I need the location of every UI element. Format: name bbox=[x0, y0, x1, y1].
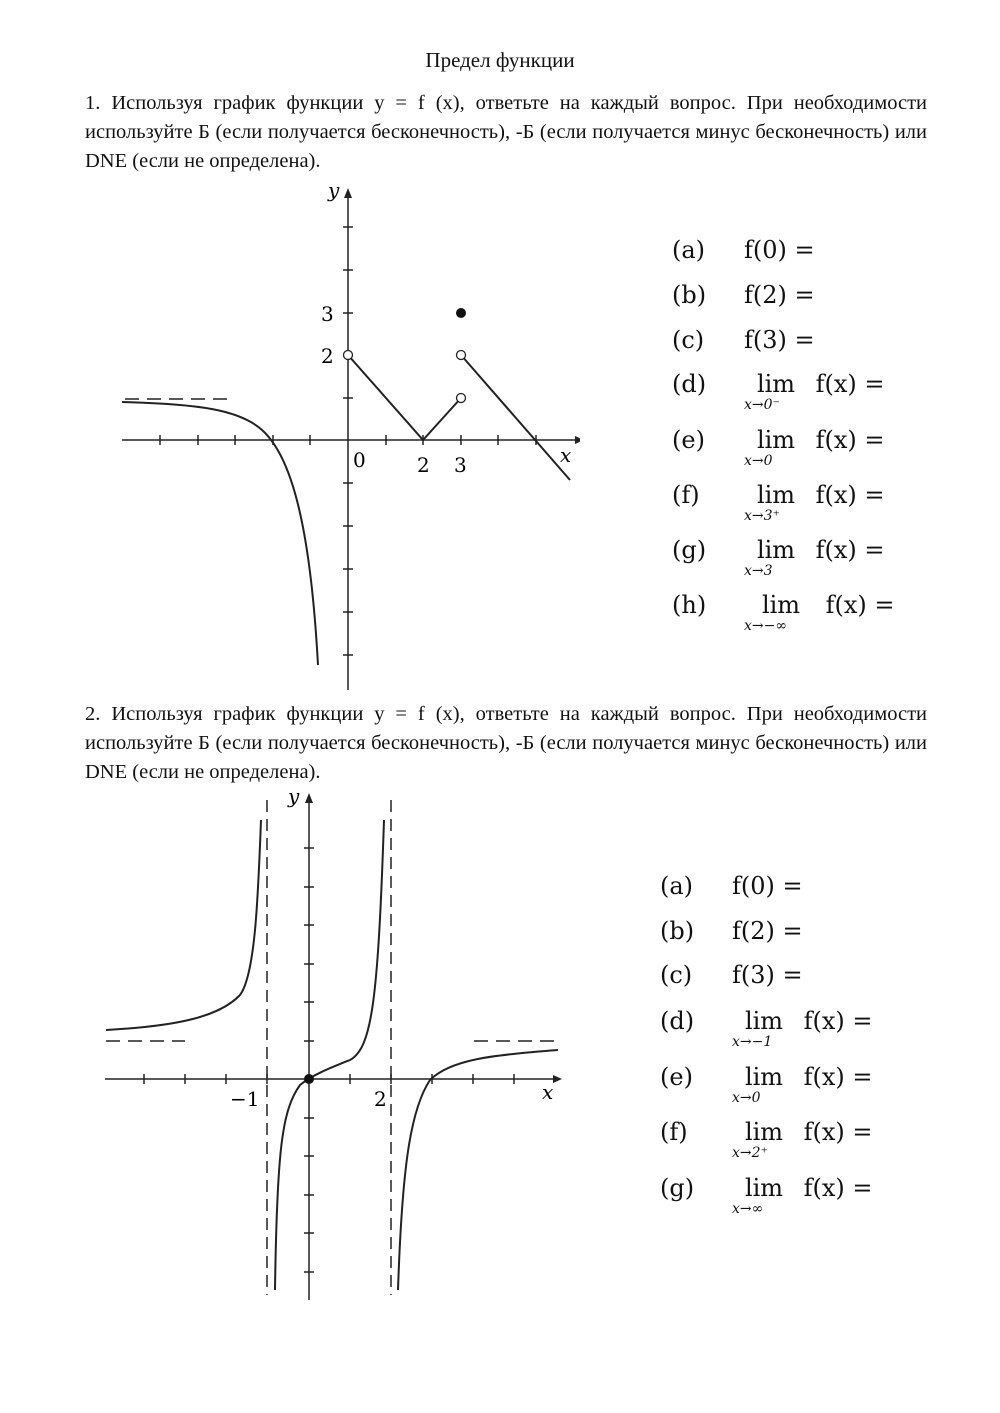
question-label: (d) bbox=[660, 1007, 695, 1035]
question-2f bbox=[660, 1118, 873, 1161]
question-expression: f(x) = bbox=[815, 536, 885, 564]
y-axis-label: y bbox=[328, 180, 340, 202]
question-label: (a) bbox=[672, 236, 706, 264]
y-axis-label: y bbox=[288, 785, 300, 808]
page-title: Предел функции bbox=[425, 48, 575, 72]
lim-subscript: x→−1 bbox=[732, 1034, 773, 1050]
x-axis-label: x bbox=[560, 443, 572, 467]
question-1a bbox=[672, 236, 815, 264]
question-label: (g) bbox=[660, 1174, 695, 1202]
y-axis-arrow bbox=[305, 793, 313, 803]
lim-word: lim bbox=[744, 1063, 784, 1091]
question-expression: f(x) = bbox=[815, 370, 885, 398]
lim-subscript: x→−∞ bbox=[744, 618, 788, 634]
curve-middle bbox=[275, 820, 384, 1290]
graph-2 bbox=[100, 785, 570, 1305]
segment-right bbox=[461, 355, 570, 480]
lim-subscript: x→3⁺ bbox=[744, 508, 780, 524]
lim-subscript: x→∞ bbox=[732, 1201, 764, 1217]
filled-point-origin bbox=[304, 1074, 314, 1084]
question-2g bbox=[660, 1174, 873, 1217]
question-1h bbox=[672, 591, 895, 634]
x-label-3: 3 bbox=[454, 453, 467, 477]
lim-word: lim bbox=[756, 481, 796, 509]
question-expression: f(x) = bbox=[803, 1007, 873, 1035]
lim-word: lim bbox=[761, 591, 801, 619]
question-1e bbox=[672, 426, 885, 469]
lim-word: lim bbox=[756, 370, 796, 398]
open-point-3-2 bbox=[457, 351, 466, 360]
question-expression: f(x) = bbox=[815, 426, 885, 454]
question-label: (e) bbox=[672, 426, 705, 454]
question-2d bbox=[660, 1007, 873, 1050]
filled-point-3-3 bbox=[456, 308, 466, 318]
question-expression: f(2) = bbox=[732, 917, 803, 945]
lim-subscript: x→0 bbox=[732, 1090, 761, 1106]
question-expression: f(2) = bbox=[744, 281, 815, 309]
question-expression: f(3) = bbox=[732, 961, 803, 989]
curve-left bbox=[122, 402, 318, 665]
lim-subscript: x→0 bbox=[744, 453, 773, 469]
question-label: (f) bbox=[660, 1118, 688, 1146]
x-axis-arrow bbox=[575, 436, 580, 444]
question-1b bbox=[672, 281, 815, 309]
question-1d bbox=[672, 370, 885, 413]
open-point-3-1 bbox=[457, 394, 466, 403]
question-label: (e) bbox=[660, 1063, 693, 1091]
x-label-2: 2 bbox=[417, 453, 430, 477]
y-label-2: 2 bbox=[321, 344, 334, 368]
question-expression: f(0) = bbox=[732, 872, 803, 900]
question-expression: f(x) = bbox=[803, 1063, 873, 1091]
question-expression: f(3) = bbox=[744, 326, 815, 354]
question-label: (a) bbox=[660, 872, 694, 900]
x-label-2: 2 bbox=[374, 1087, 387, 1111]
y-axis-arrow bbox=[344, 188, 352, 198]
question-label: (g) bbox=[672, 536, 707, 564]
lim-subscript: x→3 bbox=[744, 563, 773, 579]
question-label: (b) bbox=[672, 281, 707, 309]
question-label: (c) bbox=[660, 961, 693, 989]
question-expression: f(0) = bbox=[744, 236, 815, 264]
x-label-minus1: −1 bbox=[230, 1087, 260, 1111]
lim-word: lim bbox=[744, 1007, 784, 1035]
question-label: (d) bbox=[672, 370, 707, 398]
question-label: (c) bbox=[672, 326, 705, 354]
question-2a bbox=[660, 872, 803, 900]
question-label: (h) bbox=[672, 591, 707, 619]
question-1g bbox=[672, 536, 885, 579]
lim-subscript: x→2⁺ bbox=[732, 1145, 768, 1161]
lim-word: lim bbox=[744, 1174, 784, 1202]
x-axis-label: x bbox=[542, 1080, 554, 1104]
curve-right bbox=[398, 1050, 558, 1290]
question-label: (f) bbox=[672, 481, 700, 509]
lim-subscript: x→0⁻ bbox=[744, 397, 780, 413]
lim-word: lim bbox=[756, 426, 796, 454]
question-2e bbox=[660, 1063, 873, 1106]
graph-1 bbox=[110, 180, 580, 690]
problem-2-statement: 2. Используя график функции y = f (x), ответьте на каждый вопрос. При необходимости используйте Б (если получается бесконечность), -Б (если получается минус бесконечность) или DNE (если не определена). bbox=[85, 703, 927, 783]
lim-word: lim bbox=[756, 536, 796, 564]
question-expression: f(x) = bbox=[803, 1174, 873, 1202]
question-2c bbox=[660, 961, 803, 989]
x-axis-arrow bbox=[553, 1075, 562, 1083]
question-1f bbox=[672, 481, 885, 524]
question-expression: f(x) = bbox=[825, 591, 895, 619]
question-2b bbox=[660, 917, 803, 945]
problem-2-text bbox=[85, 700, 927, 787]
problem-1-text bbox=[85, 89, 927, 176]
segment-0-2 bbox=[348, 355, 461, 440]
question-label: (b) bbox=[660, 917, 695, 945]
question-expression: f(x) = bbox=[803, 1118, 873, 1146]
question-expression: f(x) = bbox=[815, 481, 885, 509]
x-label-0: 0 bbox=[353, 448, 366, 472]
curve-left bbox=[106, 820, 261, 1030]
question-1c bbox=[672, 326, 815, 354]
lim-word: lim bbox=[744, 1118, 784, 1146]
open-point-0-2 bbox=[344, 351, 353, 360]
y-label-3: 3 bbox=[321, 302, 334, 326]
problem-1-statement: 1. Используя график функции y = f (x), ответьте на каждый вопрос. При необходимости используйте Б (если получается бесконечность), -Б (если получается минус бесконечность) или DNE (если не определена). bbox=[85, 92, 927, 172]
